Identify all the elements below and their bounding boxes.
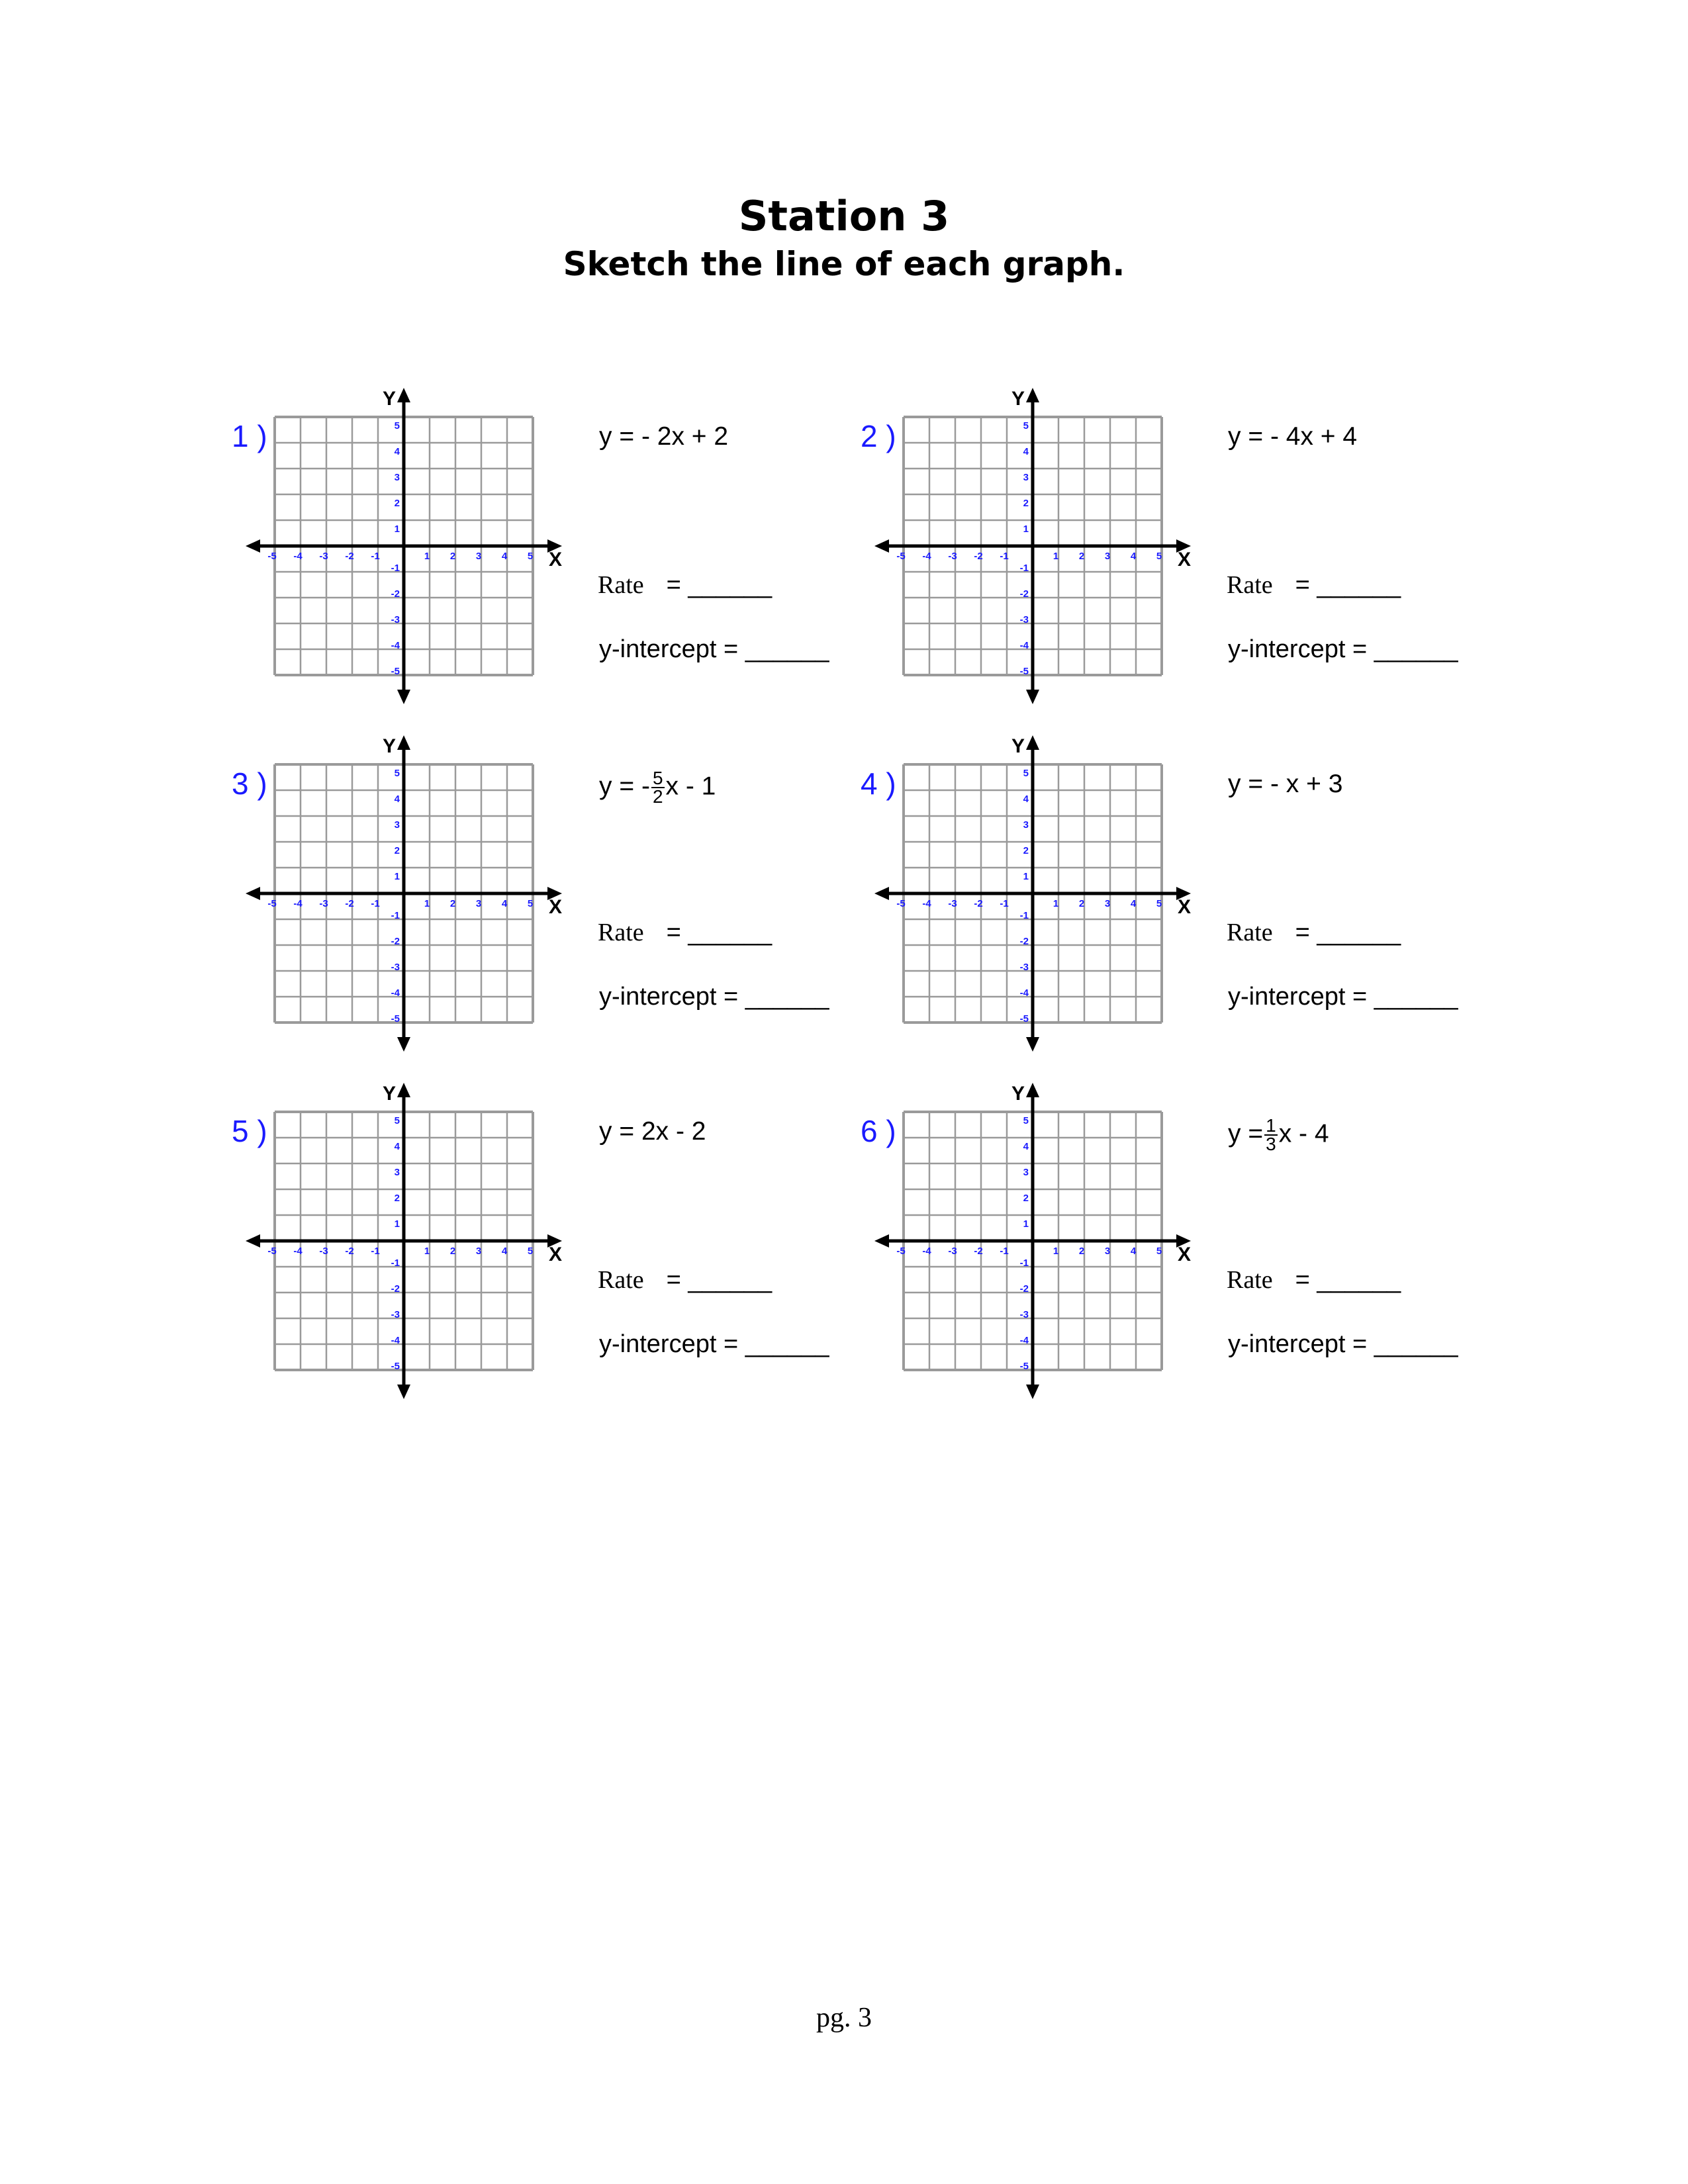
x-tick-label: -2 <box>345 1246 354 1257</box>
y-tick-label: -5 <box>1019 1361 1029 1372</box>
y-tick-label: -2 <box>1019 1283 1029 1295</box>
x-tick-label: 5 <box>1156 1246 1162 1257</box>
x-tick-label: 4 <box>1130 1246 1137 1257</box>
equation-text-after-fraction: x - 4 <box>1278 1119 1329 1148</box>
y-tick-label: -4 <box>391 640 400 651</box>
coordinate-grid[interactable] <box>267 731 602 1075</box>
y-tick-label: -5 <box>391 1361 400 1372</box>
problem-number: 5 ) <box>232 1114 267 1148</box>
equation <box>1228 1117 1329 1153</box>
equation-text: y = 2x - 2 <box>599 1117 706 1146</box>
y-intercept-field[interactable]: y-intercept = ______ <box>599 983 829 1011</box>
x-tick-label: -3 <box>948 551 957 562</box>
problem-2 <box>861 388 1523 761</box>
y-axis-label: Y <box>383 735 397 757</box>
equation <box>599 422 728 451</box>
rate-field[interactable] <box>598 1265 772 1295</box>
y-tick-label: 3 <box>394 1167 400 1178</box>
x-tick-label: -5 <box>896 1246 906 1257</box>
y-axis-down-arrow-icon <box>1026 1037 1039 1052</box>
y-tick-label: 2 <box>1023 498 1029 509</box>
rate-blank[interactable]: = ______ <box>1295 571 1401 599</box>
equation-text: y = <box>1228 1119 1264 1148</box>
y-tick-label: -3 <box>391 1309 400 1320</box>
y-tick-label: -4 <box>391 1335 400 1346</box>
y-tick-label: -2 <box>1019 588 1029 600</box>
page-subtitle: Sketch the line of each graph. <box>563 245 1125 283</box>
coordinate-grid[interactable] <box>896 731 1231 1075</box>
x-tick-label: 1 <box>1053 551 1059 562</box>
page-number: pg. 3 <box>816 2003 872 2033</box>
y-tick-label: 2 <box>394 1193 400 1204</box>
x-tick-label: 3 <box>475 1246 482 1257</box>
y-tick-label: 5 <box>1023 1115 1029 1126</box>
x-axis-left-arrow-icon <box>874 887 889 900</box>
rate-field[interactable] <box>598 570 772 600</box>
x-tick-label: 4 <box>501 898 508 909</box>
rate-blank[interactable]: = ______ <box>1295 1266 1401 1294</box>
x-tick-label: 5 <box>527 898 534 909</box>
rate-label: Rate <box>1227 1266 1273 1294</box>
x-tick-label: -4 <box>922 1246 931 1257</box>
y-tick-label: 3 <box>1023 472 1029 483</box>
x-tick-label: -4 <box>293 1246 303 1257</box>
rate-label: Rate <box>1227 571 1273 599</box>
problem-number: 1 ) <box>232 419 267 453</box>
x-tick-label: -4 <box>922 551 931 562</box>
y-tick-label: -2 <box>391 936 400 947</box>
fraction-denominator: 3 <box>1266 1134 1276 1154</box>
y-tick-label: 5 <box>1023 420 1029 432</box>
y-tick-label: 1 <box>394 871 400 882</box>
y-tick-label: -3 <box>1019 962 1029 973</box>
y-axis-label: Y <box>1011 388 1025 410</box>
y-tick-label: -4 <box>1019 1335 1029 1346</box>
y-tick-label: 3 <box>1023 1167 1029 1178</box>
y-tick-label: 2 <box>394 845 400 856</box>
x-tick-label: 3 <box>1104 1246 1111 1257</box>
y-tick-label: 4 <box>1023 794 1029 805</box>
x-tick-label: 5 <box>527 1246 534 1257</box>
y-tick-label: 2 <box>1023 845 1029 856</box>
y-tick-label: 5 <box>394 420 400 432</box>
rate-field[interactable] <box>1227 918 1401 947</box>
y-axis-down-arrow-icon <box>397 690 410 704</box>
rate-label: Rate <box>598 571 644 599</box>
coordinate-grid[interactable] <box>896 1079 1231 1423</box>
y-axis-label: Y <box>383 1083 397 1105</box>
y-tick-label: 3 <box>394 472 400 483</box>
y-axis-label: Y <box>1011 735 1025 757</box>
x-tick-label: -4 <box>922 898 931 909</box>
y-tick-label: 1 <box>1023 871 1029 882</box>
y-tick-label: -1 <box>391 1257 400 1269</box>
x-tick-label: -1 <box>371 898 380 909</box>
y-tick-label: -2 <box>391 588 400 600</box>
x-tick-label: 4 <box>501 551 508 562</box>
problem-number: 2 ) <box>861 419 896 453</box>
y-tick-label: -1 <box>391 563 400 574</box>
problem-6 <box>861 1083 1523 1456</box>
problem-number: 3 ) <box>232 766 267 801</box>
y-tick-label: -4 <box>1019 987 1029 999</box>
y-intercept-field[interactable]: y-intercept = ______ <box>1228 635 1458 663</box>
fraction-numerator: 5 <box>652 768 663 788</box>
x-tick-label: -2 <box>974 1246 983 1257</box>
x-tick-label: 4 <box>1130 551 1137 562</box>
rate-blank[interactable]: = ______ <box>1295 919 1401 946</box>
y-tick-label: -1 <box>1019 563 1029 574</box>
fraction-denominator: 2 <box>652 786 663 807</box>
x-tick-label: -5 <box>896 551 906 562</box>
y-axis-up-arrow-icon <box>397 735 410 750</box>
x-tick-label: 1 <box>1053 1246 1059 1257</box>
y-axis-up-arrow-icon <box>1026 735 1039 750</box>
x-axis-label: X <box>1178 1244 1192 1265</box>
x-tick-label: 5 <box>1156 551 1162 562</box>
x-tick-label: 1 <box>424 898 430 909</box>
x-tick-label: -4 <box>293 551 303 562</box>
x-axis-left-arrow-icon <box>874 539 889 553</box>
y-tick-label: -2 <box>391 1283 400 1295</box>
equation <box>599 770 716 805</box>
y-tick-label: -2 <box>1019 936 1029 947</box>
x-tick-label: -1 <box>1000 551 1009 562</box>
x-axis-left-arrow-icon <box>246 1234 260 1248</box>
problem-1 <box>232 388 894 761</box>
y-tick-label: 3 <box>394 819 400 831</box>
x-axis-left-arrow-icon <box>874 1234 889 1248</box>
x-tick-label: 1 <box>424 551 430 562</box>
x-axis-label: X <box>549 549 563 570</box>
y-axis-up-arrow-icon <box>397 388 410 402</box>
y-axis-up-arrow-icon <box>397 1083 410 1097</box>
problem-3 <box>232 735 894 1109</box>
x-axis-label: X <box>549 1244 563 1265</box>
x-tick-label: -2 <box>974 898 983 909</box>
equation-text: y = - <box>599 772 650 801</box>
y-tick-label: 3 <box>1023 819 1029 831</box>
x-axis-label: X <box>1178 549 1192 570</box>
x-tick-label: 2 <box>449 898 456 909</box>
y-axis-label: Y <box>383 388 397 410</box>
page-title: Station 3 <box>738 192 950 240</box>
x-tick-label: 2 <box>449 1246 456 1257</box>
x-tick-label: -3 <box>948 898 957 909</box>
x-tick-label: -1 <box>371 1246 380 1257</box>
x-tick-label: 4 <box>501 1246 508 1257</box>
y-tick-label: 2 <box>394 498 400 509</box>
rate-field[interactable] <box>1227 570 1401 600</box>
y-axis-down-arrow-icon <box>397 1385 410 1399</box>
rate-blank[interactable]: = ______ <box>666 919 773 946</box>
rate-blank[interactable]: = ______ <box>666 571 773 599</box>
y-axis-up-arrow-icon <box>1026 1083 1039 1097</box>
y-tick-label: 5 <box>394 1115 400 1126</box>
slope-fraction <box>651 770 665 805</box>
y-intercept-field[interactable]: y-intercept = ______ <box>1228 983 1458 1011</box>
y-tick-label: 4 <box>394 446 400 457</box>
equation-text: y = - x + 3 <box>1228 770 1343 798</box>
y-tick-label: 1 <box>394 1218 400 1230</box>
coordinate-grid[interactable] <box>896 384 1231 728</box>
y-tick-label: -1 <box>1019 1257 1029 1269</box>
problem-5 <box>232 1083 894 1456</box>
x-tick-label: -3 <box>948 1246 957 1257</box>
slope-fraction <box>1264 1117 1278 1153</box>
y-tick-label: -5 <box>391 666 400 677</box>
y-tick-label: -5 <box>1019 666 1029 677</box>
rate-label: Rate <box>598 1266 644 1294</box>
x-tick-label: 1 <box>424 1246 430 1257</box>
equation-text: y = - 4x + 4 <box>1228 422 1358 451</box>
rate-field[interactable] <box>1227 1265 1401 1295</box>
y-tick-label: 4 <box>394 794 400 805</box>
y-tick-label: -3 <box>1019 614 1029 625</box>
y-tick-label: -3 <box>1019 1309 1029 1320</box>
equation <box>1228 770 1342 799</box>
rate-label: Rate <box>1227 919 1273 946</box>
x-tick-label: -2 <box>345 898 354 909</box>
x-tick-label: 2 <box>1078 1246 1085 1257</box>
y-axis-up-arrow-icon <box>1026 388 1039 402</box>
y-tick-label: 1 <box>394 523 400 535</box>
x-tick-label: -5 <box>267 898 277 909</box>
y-tick-label: 5 <box>394 768 400 779</box>
equation-text-after-fraction: x - 1 <box>665 772 716 801</box>
x-tick-label: -5 <box>896 898 906 909</box>
x-tick-label: 2 <box>1078 898 1085 909</box>
x-tick-label: 3 <box>475 898 482 909</box>
rate-blank[interactable]: = ______ <box>666 1266 773 1294</box>
x-tick-label: -5 <box>267 1246 277 1257</box>
x-tick-label: -4 <box>293 898 303 909</box>
x-tick-label: -2 <box>345 551 354 562</box>
y-tick-label: 1 <box>1023 1218 1029 1230</box>
y-axis-down-arrow-icon <box>397 1037 410 1052</box>
x-tick-label: -2 <box>974 551 983 562</box>
x-tick-label: -3 <box>319 1246 328 1257</box>
x-tick-label: 3 <box>1104 551 1111 562</box>
x-axis-left-arrow-icon <box>246 539 260 553</box>
x-tick-label: 3 <box>1104 898 1111 909</box>
x-tick-label: 2 <box>449 551 456 562</box>
y-axis-label: Y <box>1011 1083 1025 1105</box>
equation <box>1228 422 1357 451</box>
y-tick-label: -1 <box>391 910 400 921</box>
y-tick-label: -4 <box>1019 640 1029 651</box>
x-tick-label: -1 <box>1000 898 1009 909</box>
y-tick-label: 4 <box>1023 446 1029 457</box>
y-tick-label: 4 <box>1023 1141 1029 1152</box>
y-tick-label: -5 <box>1019 1013 1029 1024</box>
y-tick-label: 5 <box>1023 768 1029 779</box>
y-tick-label: 1 <box>1023 523 1029 535</box>
x-tick-label: 5 <box>527 551 534 562</box>
equation-text: y = - 2x + 2 <box>599 422 729 451</box>
x-tick-label: -1 <box>371 551 380 562</box>
coordinate-grid[interactable] <box>267 384 602 728</box>
x-axis-left-arrow-icon <box>246 887 260 900</box>
y-intercept-field[interactable]: y-intercept = ______ <box>1228 1330 1458 1358</box>
problem-4 <box>861 735 1523 1109</box>
rate-field[interactable] <box>598 918 772 947</box>
y-tick-label: 2 <box>1023 1193 1029 1204</box>
y-axis-down-arrow-icon <box>1026 1385 1039 1399</box>
x-tick-label: 5 <box>1156 898 1162 909</box>
x-tick-label: 4 <box>1130 898 1137 909</box>
y-intercept-field[interactable]: y-intercept = ______ <box>599 635 829 663</box>
problem-number: 4 ) <box>861 766 896 801</box>
x-tick-label: -5 <box>267 551 277 562</box>
coordinate-grid[interactable] <box>267 1079 602 1423</box>
y-tick-label: -1 <box>1019 910 1029 921</box>
y-tick-label: 4 <box>394 1141 400 1152</box>
x-axis-label: X <box>549 896 563 918</box>
x-tick-label: -3 <box>319 551 328 562</box>
problem-number: 6 ) <box>861 1114 896 1148</box>
y-tick-label: -3 <box>391 614 400 625</box>
x-tick-label: 1 <box>1053 898 1059 909</box>
y-intercept-field[interactable]: y-intercept = ______ <box>599 1330 829 1358</box>
rate-label: Rate <box>598 919 644 946</box>
y-tick-label: -3 <box>391 962 400 973</box>
x-tick-label: 2 <box>1078 551 1085 562</box>
x-tick-label: -3 <box>319 898 328 909</box>
y-tick-label: -4 <box>391 987 400 999</box>
fraction-numerator: 1 <box>1266 1115 1276 1136</box>
y-tick-label: -5 <box>391 1013 400 1024</box>
x-tick-label: -1 <box>1000 1246 1009 1257</box>
y-axis-down-arrow-icon <box>1026 690 1039 704</box>
x-tick-label: 3 <box>475 551 482 562</box>
x-axis-label: X <box>1178 896 1192 918</box>
equation <box>599 1117 706 1146</box>
